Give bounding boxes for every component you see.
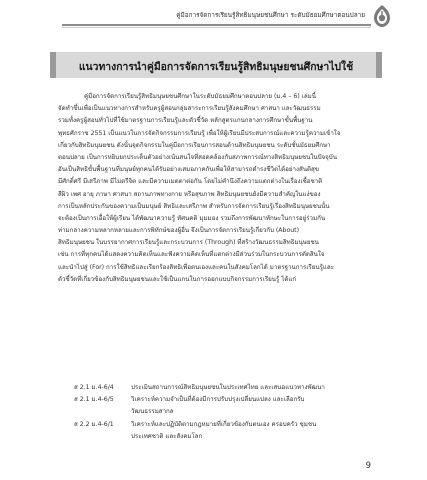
header-rule [62, 24, 371, 26]
body-line: คู่มือการจัดการเรียนรู้สิทธิมนุษยชนศึกษาในระดับมัธยมศึกษาตอนปลาย (ม.4 – 6) เล่มนี้ [84, 93, 316, 100]
body-line: ตัวชี้วัดที่เกี่ยวข้องกับสิทธิมนุษยชนและใช้เป็นแกนในการออกแบบกิจกรรมการเรียนรู้ ได้แก่ [58, 275, 297, 283]
section-title-band [56, 52, 376, 78]
body-line: พุทธศักราช 2551 เป็นแนวในการจัดกิจกรรมการเรียนรู้ เพื่อให้ผู้เรียนมีประสบการณ์และความรู้ความเข้าใจ [58, 129, 341, 137]
section-title: แนวทางการนำคู่มือการจัดการเรียนรู้สิทธิมนุษยชนศึกษาไปใช้ [78, 61, 354, 73]
emblem-icon [371, 4, 393, 28]
body-line: การเป็นหลักประกันของความเป็นมนุษย์ สิทธิและเสรีภาพ สำหรับการจัดการเรียนรู้เรื่องสิทธิมนุษยชนนั้น [58, 202, 330, 210]
body-line: อันเป็นสิทธิขั้นพื้นฐานที่มนุษย์ทุกคนได้รับอย่างเสมอภาคกันเพื่อให้สามารถดำรงชีวิตได้อย่างสันติสุข [58, 166, 320, 174]
learning-outcome-code: ส 2.1 ม.4-6/5 [74, 396, 114, 404]
body-line: จัดทำขึ้นเพื่อเป็นแนวทางการสำหรับครูผู้สอนกลุ่มสาระการเรียนรู้สังคมศึกษา ศาสนา และวัฒนธรรม [58, 105, 321, 113]
running-header-title: คู่มือการจัดการเรียนรู้สิทธิมนุษยชนศึกษา ระดับมัธยมศึกษาตอนปลาย [176, 11, 365, 19]
body-line: รวมทั้งครูผู้สอนทั่วไปที่ใช้มาตรฐานการเรียนรู้และตัวชี้วัด หลักสูตรแกนกลางการศึกษาขั้นพื้นฐาน [58, 117, 313, 125]
page-number: 9 [365, 461, 371, 471]
body-line: สีผิว เพศ อายุ ภาษา ศาสนา สถานภาพทางกาย หรือสุขภาพ สิทธิมนุษยชนยังมีความสำคัญในแง่ของ [58, 190, 321, 198]
running-header [0, 0, 427, 30]
learning-outcome-text: วิเคราะห์และปฏิบัติตามกฎหมายที่เกี่ยวข้องกับตนเอง ครอบครัว ชุมชน [131, 420, 317, 428]
body-line: มีศักดิ์ศรี มีเสรีภาพ มีไมตรีจิต และมีความเมตตาต่อกัน โดยไม่คำนึงถึงความแตกต่างในเรื่องเชื้อชาติ [58, 178, 323, 186]
body-paragraph [58, 91, 376, 286]
learning-outcome-text: ประเมินสถานการณ์สิทธิมนุษยชนในประเทศไทย และเสนอแนวทางพัฒนา [131, 384, 325, 391]
body-line: และนำไปสู่ (For) การใช้สิทธิและเรียกร้องสิทธิเพื่อตนเองและคนในสังคมโลกได้ มาตรฐานการเรียนรู้และ [58, 263, 335, 271]
learning-outcome-text: วิเคราะห์ความจำเป็นที่ต้องมีการปรับปรุงเปลี่ยนแปลง และเลือกรับ [131, 396, 305, 404]
learning-outcome-item [58, 382, 376, 394]
body-line: เช่น การที่ทุกคนได้แสดงความคิดเห็นและฟังความคิดเห็นที่แตกต่างมีส่วนร่วมในกระบวนการตัดสินใจ [58, 251, 325, 259]
learning-outcome-item [58, 419, 376, 443]
learning-outcomes-list [58, 382, 376, 443]
body-line: ท่ามกลางความหลากหลายและการพิทักษ์ของผู้อื่น จึงเป็นการจัดการเรียนรู้เกี่ยวกับ (About) [58, 227, 300, 235]
body-line: จะต้องเป็นการเอื้อให้ผู้เรียน ได้พัฒนาความรู้ ทัศนคติ มุมมอง รวมถึงการพัฒนาทักษะในการอยู่ร่วมกัน [58, 214, 326, 222]
learning-outcome-text: วัฒนธรรมสากล [131, 408, 174, 416]
body-line: ตอนปลาย เป็นการหยิบยกประเด็นตัวอย่างเน้นสนใจที่สอดคล้องกับสภาพการณ์ทางสิทธิมนุษยชนในปัจจุบัน [58, 153, 337, 161]
learning-outcome-code: ส 2.1 ม.4-6/4 [74, 384, 114, 391]
learning-outcome-code: ส 2.2 ม.4-6/1 [74, 420, 114, 428]
body-line: สิทธิมนุษยชน ในบรรยากาศการเรียนรู้และกระบวนการ (Through) ที่สร้างวัฒนธรรมสิทธิมนุษยชน [58, 239, 319, 247]
learning-outcome-item [58, 394, 376, 418]
learning-outcome-text: ประเทศชาติ และสังคมโลก [131, 432, 203, 440]
body-line: เกี่ยวกับสิทธิมนุษยชน ดังนั้นจุดกิจกรรมในคู่มือการเรียนการสอนด้านสิทธิมนุษยชน ระดับชั้นมัธยมศึกษา [58, 141, 331, 149]
